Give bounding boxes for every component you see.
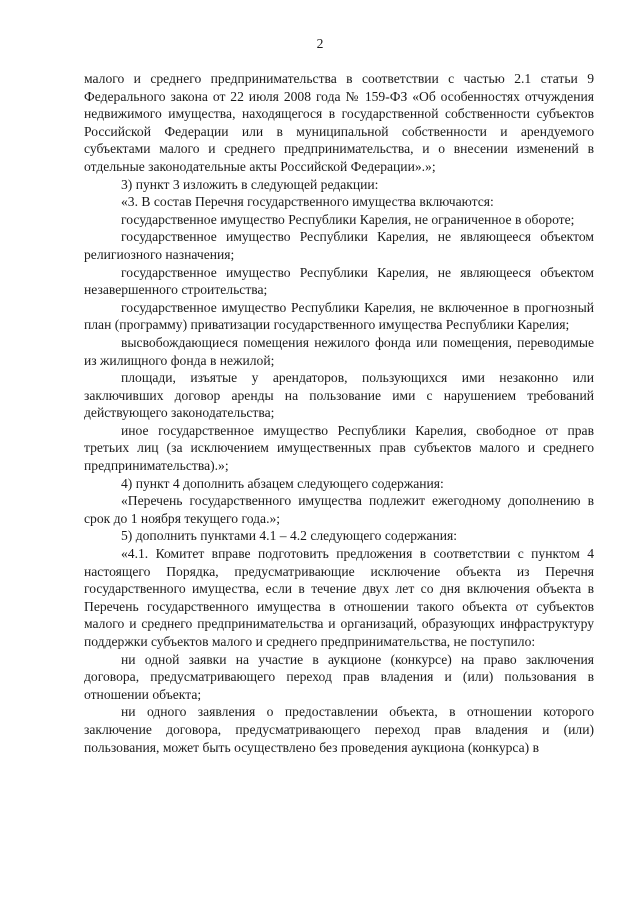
paragraph: высвобождающиеся помещения нежилого фонда или помещения, переводимые из жилищного фонда в нежилой; <box>84 334 594 368</box>
paragraph: государственное имущество Республики Карелия, не являющееся объектом религиозного назначения; <box>84 229 594 262</box>
paragraph: 5) дополнить пунктами 4.1 – 4.2 следующего содержания: <box>121 528 458 544</box>
paragraph: «Перечень государственного имущества подлежит ежегодному дополнению в срок до 1 ноября текущего года.»; <box>84 493 594 526</box>
paragraph: «3. В состав Перечня государственного имущества включаются: <box>121 194 494 210</box>
paragraph: малого и среднего предпринимательства в соответствии с частью 2.1 статьи 9 Федерального закона от 22 июля 2008 года № 159-ФЗ «Об особенностях отчуждения недвижимого имущества, находящегося в государственной собственности субъектов Российской Федерации или в муниципальной собственности и арендуемого субъектами малого и среднего предпринимательства, и о внесении изменений в отдельные законодательные акты Российской Федерации».»; <box>84 71 594 174</box>
paragraph: иное государственное имущество Республики Карелия, свободное от прав третьих лиц (за исключением имущественных прав субъектов малого и среднего предпринимательства).»; <box>84 422 594 474</box>
paragraph: государственное имущество Республики Карелия, не являющееся объектом незавершенного строительства; <box>84 264 594 298</box>
paragraph: государственное имущество Республики Карелия, не ограниченное в обороте; <box>121 211 575 227</box>
paragraph: государственное имущество Республики Карелия, не включенное в прогнозный план (программу) приватизации государственного имущества Республики Карелия; <box>84 299 594 333</box>
paragraph: площади, изъятые у арендаторов, пользующихся ими незаконно или заключивших договор аренды на пользование ими с нарушением требований действующего законодательства; <box>84 370 594 421</box>
paragraph: 3) пункт 3 изложить в следующей редакции: <box>121 176 379 192</box>
page-number: 2 <box>316 36 324 51</box>
document-body <box>84 70 594 756</box>
paragraph: ни одного заявления о предоставлении объекта, в отношении которого заключение договора, предусматривающего переход прав владения и (или) пользования, может быть осуществлено без проведения аукциона (конкурса) в <box>84 704 594 755</box>
paragraph: 4) пункт 4 дополнить абзацем следующего содержания: <box>121 475 444 491</box>
paragraph: «4.1. Комитет вправе подготовить предложения в соответствии с пунктом 4 настоящего Порядка, предусматривающие исключение объекта из Перечня государственного имущества, если в течение двух лет со дня включения объекта в Перечень государственного имущества в отношении такого объекта от субъектов малого и среднего предпринимательства и организаций, образующих инфраструктуру поддержки субъектов малого и среднего предпринимательства, не поступило: <box>84 546 594 649</box>
paragraph: ни одной заявки на участие в аукционе (конкурсе) на право заключения договора, предусматривающего переход прав владения и (или) пользования в отношении объекта; <box>84 651 594 702</box>
